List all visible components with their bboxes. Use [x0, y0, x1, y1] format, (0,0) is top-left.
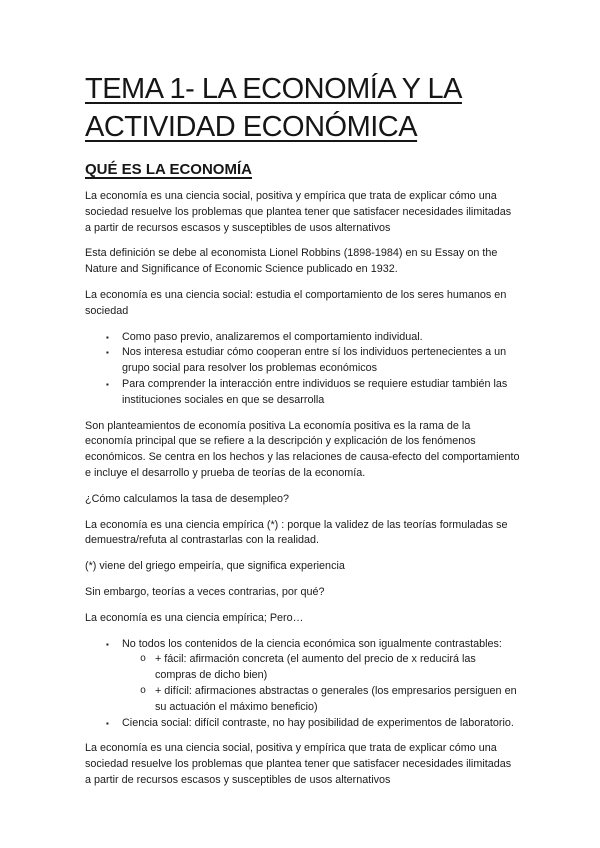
- paragraph-definition-repetida: La economía es una ciencia social, positiva y empírica que trata de explicar cómo una sociedad resuelve los problemas que plantea tener que satisfacer necesidades ilimitadas a partir de recursos escasos y susceptibles de usos alternativos: [85, 742, 512, 786]
- section-heading: [85, 160, 520, 180]
- list-item: [85, 637, 520, 653]
- document-title-line-2: ACTIVIDAD ECONÓMICA: [85, 111, 418, 143]
- circle-bullet-icon: o: [140, 685, 147, 697]
- list-item: [85, 377, 520, 409]
- list-item-text: Ciencia social: difícil contraste, no hay posibilidad de experimentos de laboratorio.: [122, 716, 514, 729]
- section-heading-text: QUÉ ES LA ECONOMÍA: [85, 161, 252, 178]
- circle-bullet-icon: o: [140, 654, 147, 666]
- bullet-list-comportamiento: [85, 330, 520, 409]
- square-bullet-icon: ▪: [106, 639, 109, 649]
- list-subitem-text: + fácil: afirmación concreta (el aumento del precio de x reducirá las compras de dicho bien): [155, 653, 476, 682]
- paragraph-empeiria: (*) viene del griego empeiría, que significa experiencia: [85, 560, 345, 573]
- document-title: [85, 70, 520, 146]
- list-item-text: Nos interesa estudiar cómo cooperan entre sí los individuos pertenecientes a un grupo social para resolver los problemas económicos: [122, 346, 507, 375]
- list-item: [85, 330, 520, 346]
- paragraph-pero: La economía es una ciencia empírica; Pero…: [85, 611, 304, 624]
- paragraph-ciencia-empirica: La economía es una ciencia empírica (*) : porque la validez de las teorías formuladas se demuestra/refuta al contrastarlas con la realidad.: [85, 518, 508, 547]
- list-subitem-text: + difícil: afirmaciones abstractas o generales (los empresarios persiguen en su actuación el máximo beneficio): [155, 684, 517, 713]
- paragraph-teorias-contrarias: Sin embargo, teorías a veces contrarias, por qué?: [85, 585, 325, 598]
- square-bullet-icon: ▪: [106, 348, 109, 358]
- paragraph-robbins: Esta definición se debe al economista Lionel Robbins (1898-1984) en su Essay on the Nature and Significance of Economic Science publicado en 1932.: [85, 247, 498, 276]
- bullet-list-contraste: [85, 637, 520, 732]
- paragraph-tasa-desempleo: ¿Cómo calculamos la tasa de desempleo?: [85, 492, 290, 505]
- paragraph-ciencia-social: La economía es una ciencia social: estudia el comportamiento de los seres humanos en sociedad: [85, 288, 507, 317]
- list-item-text: No todos los contenidos de la ciencia económica son igualmente contrastables:: [122, 637, 502, 650]
- document-title-line-1: TEMA 1- LA ECONOMÍA Y LA: [85, 73, 462, 105]
- paragraph-economia-positiva: Son planteamientos de economía positiva La economía positiva es la rama de la economía principal que se refiere a la descripción y explicación de los fenómenos económicos. Se centra en los hechos y las relaciones de causa-efecto del comportamiento e incluye el desarrollo y prueba de teorías de la economía.: [85, 419, 520, 479]
- square-bullet-icon: ▪: [106, 718, 109, 728]
- list-subitem: [85, 684, 520, 716]
- list-item-text: Como paso previo, analizaremos el comportamiento individual.: [122, 330, 423, 343]
- square-bullet-icon: ▪: [106, 379, 109, 389]
- list-item: [85, 345, 520, 377]
- square-bullet-icon: ▪: [106, 332, 109, 342]
- list-item: [85, 716, 520, 732]
- paragraph-definition: La economía es una ciencia social, positiva y empírica que trata de explicar cómo una sociedad resuelve los problemas que plantea tener que satisfacer necesidades ilimitadas a partir de recursos escasos y susceptibles de usos alternativos: [85, 190, 512, 234]
- list-subitem: [85, 652, 520, 684]
- list-item-text: Para comprender la interacción entre individuos se requiere estudiar también las instituciones sociales en que se desarrolla: [122, 377, 508, 406]
